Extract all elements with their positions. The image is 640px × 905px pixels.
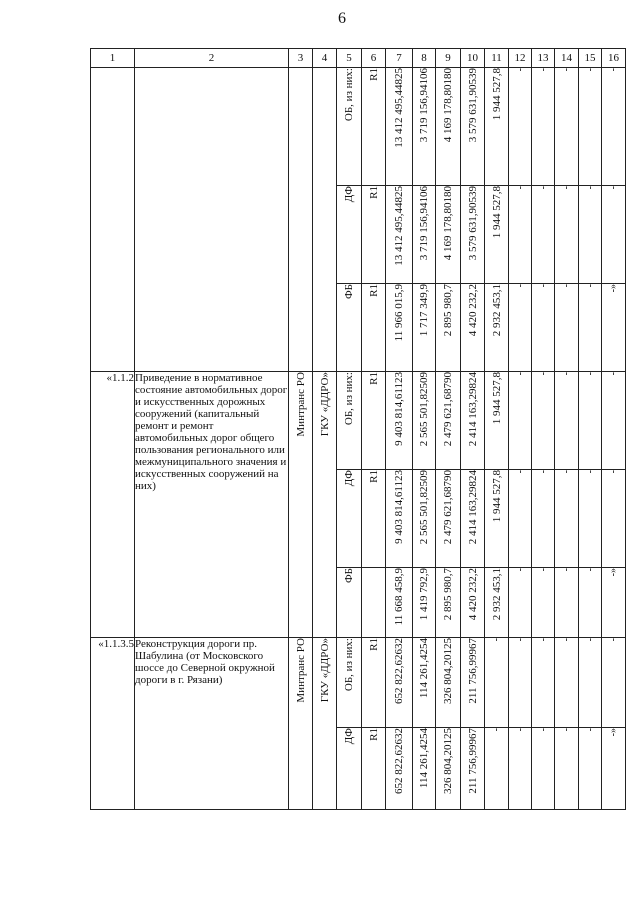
value-text: - [561, 728, 572, 732]
item-code: «1.1.2 [91, 372, 135, 638]
funding-source-label: ОБ, из них: [343, 638, 355, 692]
value-text: 4 169 178,80180 [442, 186, 454, 261]
value-text: - [514, 470, 526, 474]
item-code: «1.1.3.5 [91, 638, 135, 810]
header-cell: 12 [509, 49, 532, 68]
value-cell [461, 68, 485, 186]
value-text: 2 895 980,7 [442, 284, 454, 337]
header-cell: 4 [313, 49, 337, 68]
responsible-ministry [289, 68, 313, 372]
header-cell: 16 [602, 49, 626, 68]
item-code [91, 68, 135, 372]
value-text: - [491, 728, 502, 732]
value-cell [386, 284, 413, 372]
value-text: - [537, 638, 549, 642]
value-cell [436, 68, 461, 186]
value-text: - [537, 372, 549, 376]
value-text: - [608, 372, 619, 376]
value-text: 4 420 232,2 [466, 284, 479, 337]
value-cell [485, 568, 509, 638]
funding-code-label: R1 [367, 638, 380, 651]
value-cell [579, 372, 602, 470]
value-cell [555, 186, 579, 284]
value-cell [386, 638, 413, 728]
value-text: - [584, 728, 596, 732]
value-text: 114 261,4254 [418, 638, 430, 699]
header-cell: 9 [436, 49, 461, 68]
rotated-text: Минтранс РО [294, 638, 307, 703]
value-text: 2 895 980,7 [442, 568, 454, 621]
value-text: 3 719 156,94106 [418, 68, 430, 143]
value-cell [509, 470, 532, 568]
funding-code [362, 186, 386, 284]
value-text: 11 668 458,9 [393, 568, 405, 626]
funding-code [362, 284, 386, 372]
item-name [135, 68, 289, 372]
value-text: 1 944 527,8 [490, 68, 503, 121]
value-cell [461, 470, 485, 568]
funding-code [362, 638, 386, 728]
value-cell [485, 728, 509, 810]
value-text: 4 169 178,80180 [442, 68, 454, 143]
value-cell [532, 68, 555, 186]
value-cell [386, 186, 413, 284]
value-cell [436, 728, 461, 810]
value-cell [436, 372, 461, 470]
value-text: 3 579 631,90539 [466, 68, 479, 143]
value-text: - [584, 470, 596, 474]
value-text: - [491, 638, 502, 642]
funding-code-label: R1 [367, 470, 380, 483]
value-cell [386, 372, 413, 470]
value-cell [509, 284, 532, 372]
executor [313, 372, 337, 638]
value-cell [579, 68, 602, 186]
funding-code-label: R1 [367, 186, 380, 199]
funding-source [337, 186, 362, 284]
table-row [91, 372, 626, 470]
header-cell: 1 [91, 49, 135, 68]
value-text: 3 719 156,94106 [418, 186, 430, 261]
funding-source-label: ДФ [343, 728, 355, 745]
value-text: - [514, 186, 526, 190]
value-cell [386, 470, 413, 568]
funding-code [362, 470, 386, 568]
value-text: 652 822,62632 [393, 728, 405, 794]
value-cell [485, 638, 509, 728]
value-text: -» [608, 568, 619, 577]
value-cell [386, 68, 413, 186]
value-text: 1 944 527,8 [490, 186, 503, 239]
funding-source-label: ОБ, из них: [343, 372, 355, 426]
value-cell [579, 728, 602, 810]
value-cell [555, 284, 579, 372]
value-cell [602, 372, 626, 470]
header-cell: 2 [135, 49, 289, 68]
value-text: 652 822,62632 [393, 638, 405, 704]
value-text: - [608, 638, 619, 642]
funding-code-label: R1 [367, 372, 380, 385]
header-cell: 14 [555, 49, 579, 68]
header-cell: 6 [362, 49, 386, 68]
value-cell [579, 470, 602, 568]
value-cell [413, 470, 436, 568]
value-cell [555, 372, 579, 470]
value-text: 9 403 814,61123 [393, 470, 405, 544]
value-cell [532, 638, 555, 728]
value-cell [485, 186, 509, 284]
value-cell [461, 568, 485, 638]
funding-source-label: ДФ [343, 470, 355, 487]
funding-code [362, 372, 386, 470]
value-cell [602, 568, 626, 638]
header-row [91, 49, 626, 68]
value-cell [602, 186, 626, 284]
funding-code-label: R1 [367, 284, 380, 297]
value-cell [461, 638, 485, 728]
value-text: -» [608, 284, 619, 293]
value-text: 13 412 495,44825 [393, 68, 405, 148]
value-text: - [514, 372, 526, 376]
value-cell [509, 728, 532, 810]
funding-source [337, 728, 362, 810]
value-cell [509, 638, 532, 728]
value-text: 2 565 501,82509 [418, 470, 430, 545]
value-cell [532, 728, 555, 810]
value-cell [532, 568, 555, 638]
value-text: - [608, 470, 619, 474]
value-text: 9 403 814,61123 [393, 372, 405, 446]
value-cell [602, 284, 626, 372]
value-text: 2 565 501,82509 [418, 372, 430, 447]
value-cell [602, 728, 626, 810]
value-cell [532, 372, 555, 470]
value-text: - [584, 372, 596, 376]
value-text: 1 944 527,8 [490, 470, 503, 523]
funding-code-label: R1 [367, 68, 380, 81]
header-cell: 15 [579, 49, 602, 68]
responsible-ministry [289, 638, 313, 810]
value-cell [579, 638, 602, 728]
value-cell [461, 728, 485, 810]
value-cell [413, 186, 436, 284]
responsible-ministry [289, 372, 313, 638]
value-text: - [514, 568, 526, 572]
value-text: - [561, 186, 572, 190]
value-text: 13 412 495,44825 [393, 186, 405, 266]
value-text: - [537, 470, 549, 474]
value-text: 4 420 232,2 [466, 568, 479, 621]
value-text: 2 932 453,1 [490, 568, 503, 621]
value-cell [413, 68, 436, 186]
value-text: - [514, 68, 526, 72]
funding-source [337, 68, 362, 186]
funding-source-label: ФБ [343, 568, 355, 584]
table-row [91, 638, 626, 728]
executor [313, 68, 337, 372]
value-text: - [561, 638, 572, 642]
value-text: - [584, 568, 596, 572]
value-cell [485, 372, 509, 470]
value-cell [461, 284, 485, 372]
value-text: 211 756,99967 [466, 728, 479, 794]
budget-table [90, 48, 626, 810]
header-cell: 3 [289, 49, 313, 68]
funding-source [337, 372, 362, 470]
value-cell [436, 568, 461, 638]
executor [313, 638, 337, 810]
value-text: - [584, 186, 596, 190]
header-cell: 7 [386, 49, 413, 68]
value-text: - [584, 284, 596, 288]
rotated-text: ГКУ «ДДРО» [318, 638, 331, 703]
value-text: - [537, 284, 549, 288]
value-cell [555, 728, 579, 810]
value-cell [532, 186, 555, 284]
header-cell: 8 [413, 49, 436, 68]
value-cell [555, 638, 579, 728]
funding-source-label: ФБ [343, 284, 355, 300]
value-cell [413, 638, 436, 728]
value-cell [485, 470, 509, 568]
value-text: - [514, 284, 526, 288]
value-text: -» [608, 728, 619, 737]
funding-source-label: ОБ, из них: [343, 68, 355, 122]
value-text: 1 944 527,8 [490, 372, 503, 425]
value-text: - [584, 638, 596, 642]
value-cell [461, 186, 485, 284]
value-text: - [537, 568, 549, 572]
value-cell [485, 68, 509, 186]
item-name: Реконструкция дороги пр. Шабулина (от Московского шоссе до Северной окружной дороги в г. Рязани) [135, 638, 289, 810]
funding-code [362, 68, 386, 186]
value-text: - [514, 728, 526, 732]
value-text: - [561, 68, 572, 72]
value-cell [509, 568, 532, 638]
value-cell [485, 284, 509, 372]
value-cell [555, 68, 579, 186]
value-cell [413, 568, 436, 638]
table-row [91, 68, 626, 186]
value-cell [532, 470, 555, 568]
value-text: - [608, 68, 619, 72]
funding-code [362, 728, 386, 810]
funding-source [337, 470, 362, 568]
value-cell [436, 470, 461, 568]
item-name: Приведение в нормативное состояние автомобильных дорог и искусственных дорожных сооружений (капитальный ремонт и ремонт автомобильных дорог общего пользования регионального или межмуниципального значения и искусственных сооружений на них) [135, 372, 289, 638]
funding-source-label: ДФ [343, 186, 355, 203]
header-cell: 11 [485, 49, 509, 68]
value-cell [436, 284, 461, 372]
value-text: 2 932 453,1 [490, 284, 503, 337]
funding-source [337, 284, 362, 372]
funding-code-label: R1 [367, 728, 380, 741]
value-text: 1 717 349,9 [418, 284, 430, 337]
value-cell [579, 284, 602, 372]
value-cell [509, 68, 532, 186]
value-cell [413, 372, 436, 470]
value-cell [602, 470, 626, 568]
value-text: 3 579 631,90539 [466, 186, 479, 261]
value-text: - [584, 68, 596, 72]
value-cell [579, 186, 602, 284]
value-cell [532, 284, 555, 372]
value-text: - [561, 470, 572, 474]
header-cell: 13 [532, 49, 555, 68]
value-cell [413, 284, 436, 372]
value-cell [579, 568, 602, 638]
value-cell [436, 186, 461, 284]
value-text: 2 479 621,68790 [442, 470, 454, 545]
page-number: 6 [338, 10, 346, 27]
value-text: 326 804,20125 [442, 728, 454, 794]
value-text: 1 419 792,9 [418, 568, 430, 621]
value-text: - [561, 372, 572, 376]
funding-code [362, 568, 386, 638]
value-text: 2 479 621,68790 [442, 372, 454, 447]
value-cell [602, 638, 626, 728]
value-text: 326 804,20125 [442, 638, 454, 704]
value-cell [436, 638, 461, 728]
rotated-text: Минтранс РО [294, 372, 307, 437]
header-cell: 5 [337, 49, 362, 68]
value-cell [555, 568, 579, 638]
value-cell [509, 372, 532, 470]
value-cell [555, 470, 579, 568]
value-text: 2 414 163,29824 [466, 372, 479, 447]
value-text: - [561, 568, 572, 572]
value-text: - [561, 284, 572, 288]
value-cell [509, 186, 532, 284]
funding-source [337, 638, 362, 728]
value-text: 211 756,99967 [466, 638, 479, 704]
value-text: - [608, 186, 619, 190]
value-text: 114 261,4254 [418, 728, 430, 789]
value-text: - [537, 68, 549, 72]
value-cell [461, 372, 485, 470]
value-text: - [537, 186, 549, 190]
value-cell [386, 568, 413, 638]
funding-source [337, 568, 362, 638]
value-cell [413, 728, 436, 810]
rotated-text: ГКУ «ДДРО» [318, 372, 331, 437]
header-cell: 10 [461, 49, 485, 68]
value-cell [386, 728, 413, 810]
value-text: 2 414 163,29824 [466, 470, 479, 545]
value-text: - [537, 728, 549, 732]
value-text: 11 966 015,9 [393, 284, 405, 342]
value-cell [602, 68, 626, 186]
value-text: - [514, 638, 526, 642]
